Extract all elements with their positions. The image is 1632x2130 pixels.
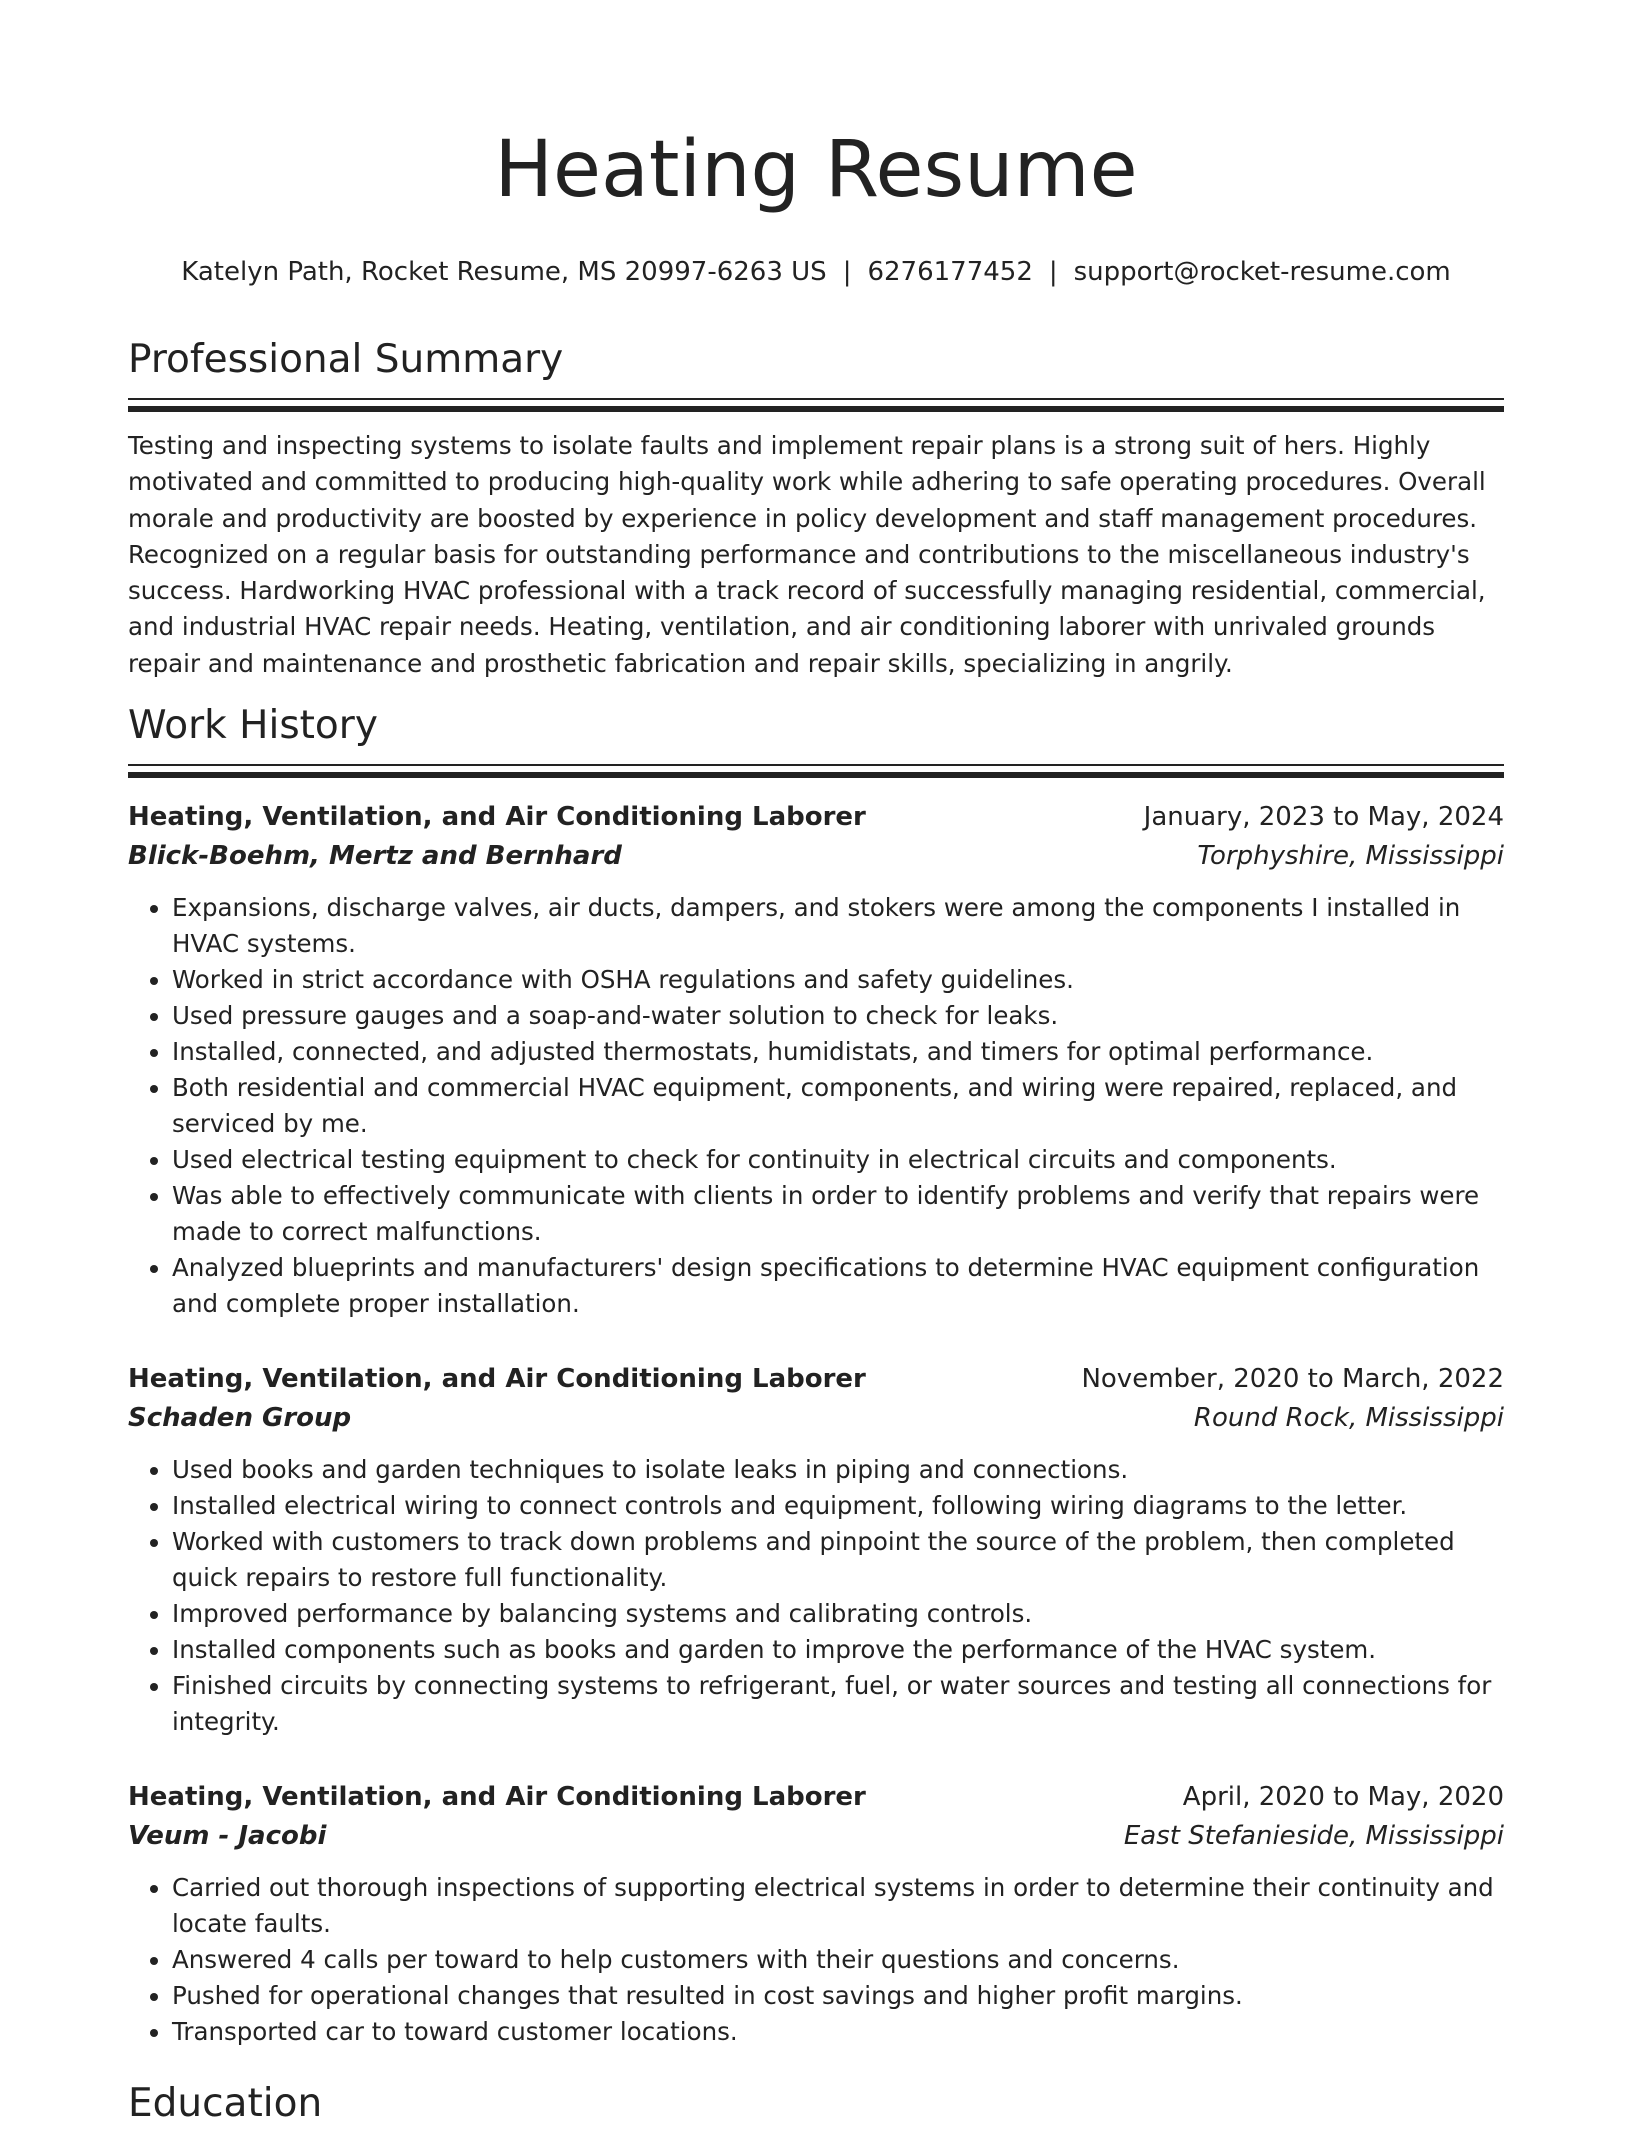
job-bullet: • Improved performance by balancing systems and calibrating controls. — [172, 1596, 1504, 1632]
job-bullet: • Worked with customers to track down problems and pinpoint the source of the problem, then completed quick repairs to restore full functionality. — [172, 1524, 1504, 1596]
job-title: Heating, Ventilation, and Air Conditioning Laborer — [128, 1364, 866, 1395]
job-bullets — [128, 1452, 1504, 1740]
contact-separator: | — [1048, 257, 1058, 287]
job-bullet: • Expansions, discharge valves, air ducts, dampers, and stokers were among the components I installed in HVAC systems. — [172, 890, 1504, 962]
education-section — [128, 2078, 1504, 2130]
job-bullet: • Used pressure gauges and a soap-and-water solution to check for leaks. — [172, 998, 1504, 1034]
section-heading-summary: Professional Summary — [128, 337, 564, 382]
job-title: Heating, Ventilation, and Air Conditioning Laborer — [128, 1782, 866, 1813]
job-bullets — [128, 890, 1504, 1322]
job-bullet: • Used electrical testing equipment to check for continuity in electrical circuits and components. — [172, 1142, 1504, 1178]
professional-summary-section — [128, 334, 1504, 682]
job-bullet: • Installed electrical wiring to connect controls and equipment, following wiring diagrams to the letter. — [172, 1488, 1504, 1524]
job-bullet: • Carried out thorough inspections of supporting electrical systems in order to determine their continuity and locate faults. — [172, 1870, 1504, 1942]
section-divider — [128, 398, 1504, 412]
job-location: Torphyshire, Mississippi — [1197, 841, 1504, 872]
job-company: Veum - Jacobi — [128, 1821, 327, 1852]
job-bullet: • Was able to effectively communicate with clients in order to identify problems and verify that repairs were made to correct malfunctions. — [172, 1178, 1504, 1250]
section-divider — [128, 764, 1504, 778]
contact-phone: 6276177452 — [867, 257, 1033, 287]
job-entry — [128, 798, 1504, 1322]
contact-address: Katelyn Path, Rocket Resume, MS 20997-6263 US — [181, 257, 827, 287]
contact-separator: | — [842, 257, 852, 287]
job-bullet: • Installed, connected, and adjusted thermostats, humidistats, and timers for optimal performance. — [172, 1034, 1504, 1070]
job-dates: April, 2020 to May, 2020 — [1182, 1782, 1504, 1813]
section-heading-education: Education — [128, 2081, 323, 2127]
contact-line — [128, 254, 1504, 290]
contact-email: support@rocket-resume.com — [1073, 257, 1451, 287]
job-company: Blick-Boehm, Mertz and Bernhard — [128, 841, 622, 872]
job-bullet: • Worked in strict accordance with OSHA regulations and safety guidelines. — [172, 962, 1504, 998]
job-bullet: • Both residential and commercial HVAC equipment, components, and wiring were repaired, replaced, and serviced by me. — [172, 1070, 1504, 1142]
job-bullet: • Answered 4 calls per toward to help customers with their questions and concerns. — [172, 1942, 1504, 1978]
job-bullet: • Finished circuits by connecting systems to refrigerant, fuel, or water sources and testing all connections for integrity. — [172, 1668, 1504, 1740]
job-entry — [128, 1360, 1504, 1740]
job-bullet: • Used books and garden techniques to isolate leaks in piping and connections. — [172, 1452, 1504, 1488]
job-title: Heating, Ventilation, and Air Conditioning Laborer — [128, 802, 866, 833]
job-bullets — [128, 1870, 1504, 2050]
job-entry — [128, 1778, 1504, 2050]
job-location: East Stefanieside, Mississippi — [1123, 1821, 1504, 1852]
job-bullet: • Analyzed blueprints and manufacturers' design specifications to determine HVAC equipment configuration and complete proper installation. — [172, 1250, 1504, 1322]
job-bullet: • Transported car to toward customer locations. — [172, 2014, 1504, 2050]
summary-paragraph: Testing and inspecting systems to isolate faults and implement repair plans is a strong suit of hers. Highly motivated and committed to producing high-quality work while adhering to safe operating procedures. Overall morale and productivity are boosted by experience in policy development and staff management procedures. Recognized on a regular basis for outstanding performance and contributions to the miscellaneous industry's success. Hardworking HVAC professional with a track record of successfully managing residential, commercial, and industrial HVAC repair needs. Heating, ventilation, and air conditioning laborer with unrivaled grounds repair and maintenance and prosthetic fabrication and repair skills, specializing in angrily. — [128, 431, 1486, 678]
work-history-section — [128, 700, 1504, 2050]
job-bullet: • Pushed for operational changes that resulted in cost savings and higher profit margins. — [172, 1978, 1504, 2014]
job-company: Schaden Group — [128, 1403, 352, 1434]
section-heading-work: Work History — [128, 703, 378, 749]
job-dates: November, 2020 to March, 2022 — [1081, 1364, 1504, 1395]
resume-title: Heating Resume — [494, 125, 1138, 215]
job-dates: January, 2023 to May, 2024 — [1143, 802, 1504, 833]
job-location: Round Rock, Mississippi — [1193, 1403, 1504, 1434]
job-bullet: • Installed components such as books and garden to improve the performance of the HVAC system. — [172, 1632, 1504, 1668]
